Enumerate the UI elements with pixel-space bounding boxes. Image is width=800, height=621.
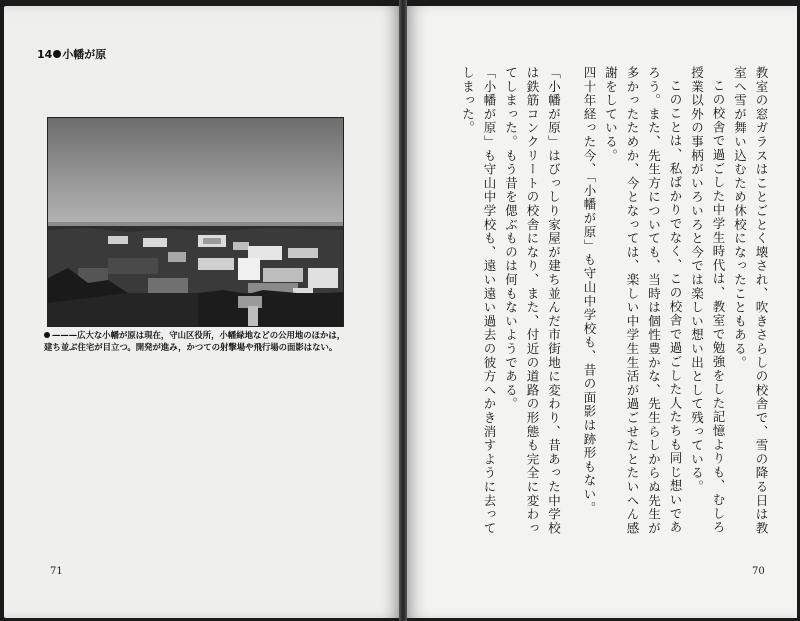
paragraph: 「小幡が原」はびっしり家屋が建ち並んだ市街地に変わり、昔あった中学校は鉄筋コンクリートの校舎になり、また、付近の道路の形態も完全に変わってしまった。もう昔を偲ぶものは何もないようである。 [503, 66, 562, 536]
paragraph: この校舎で過ごした中学生時代は、教室で勉強をした記憶よりも、むしろ授業以外の事柄がいろいろと今では楽しい想い出として残っている。 [689, 66, 726, 534]
chapter-number: 14 [37, 48, 53, 61]
running-head [37, 46, 106, 62]
vertical-body-text [460, 66, 772, 546]
book-gutter [399, 0, 407, 621]
photograph [47, 117, 344, 327]
paragraph: 四十年経った今、「小幡が原」も守山中学校も、昔の面影は跡形もない。 [582, 66, 597, 516]
paragraph: このことは、私ばかりでなく、この校舎で過ごした人たちも同じ想いであろう。また、先生方についても、当時は個性豊かな、先生らしからぬ先生が多かったためか、今となっては、楽しい中学生生活が過ごせたとたいへん感謝をしている。 [603, 66, 683, 536]
photo-caption: ———広大な小幡が原は現在，守山区役所，小幡緑地などの公用地のほかは， 建ち並ぶ住宅が目立つ。開発が進み，かつての射撃場や飛行場の面影はない。 [44, 330, 346, 352]
page-number-left: 71 [50, 566, 63, 577]
bullet-icon [53, 50, 61, 58]
paragraph: 「小幡が原」も守山中学校も、遠い遠い過去の彼方へかき消すように去ってしまった。 [460, 66, 497, 536]
bullet-icon [44, 332, 50, 338]
page-number-right: 70 [752, 566, 765, 577]
paragraph: 教室の窓ガラスはことごとく壊され、吹きさらしの校舎で、雪の降る日は教室へ雪が舞い込むため休校になったこともある。 [732, 66, 769, 536]
townscape-photo [48, 118, 343, 326]
chapter-title: 小幡が原 [62, 48, 107, 61]
